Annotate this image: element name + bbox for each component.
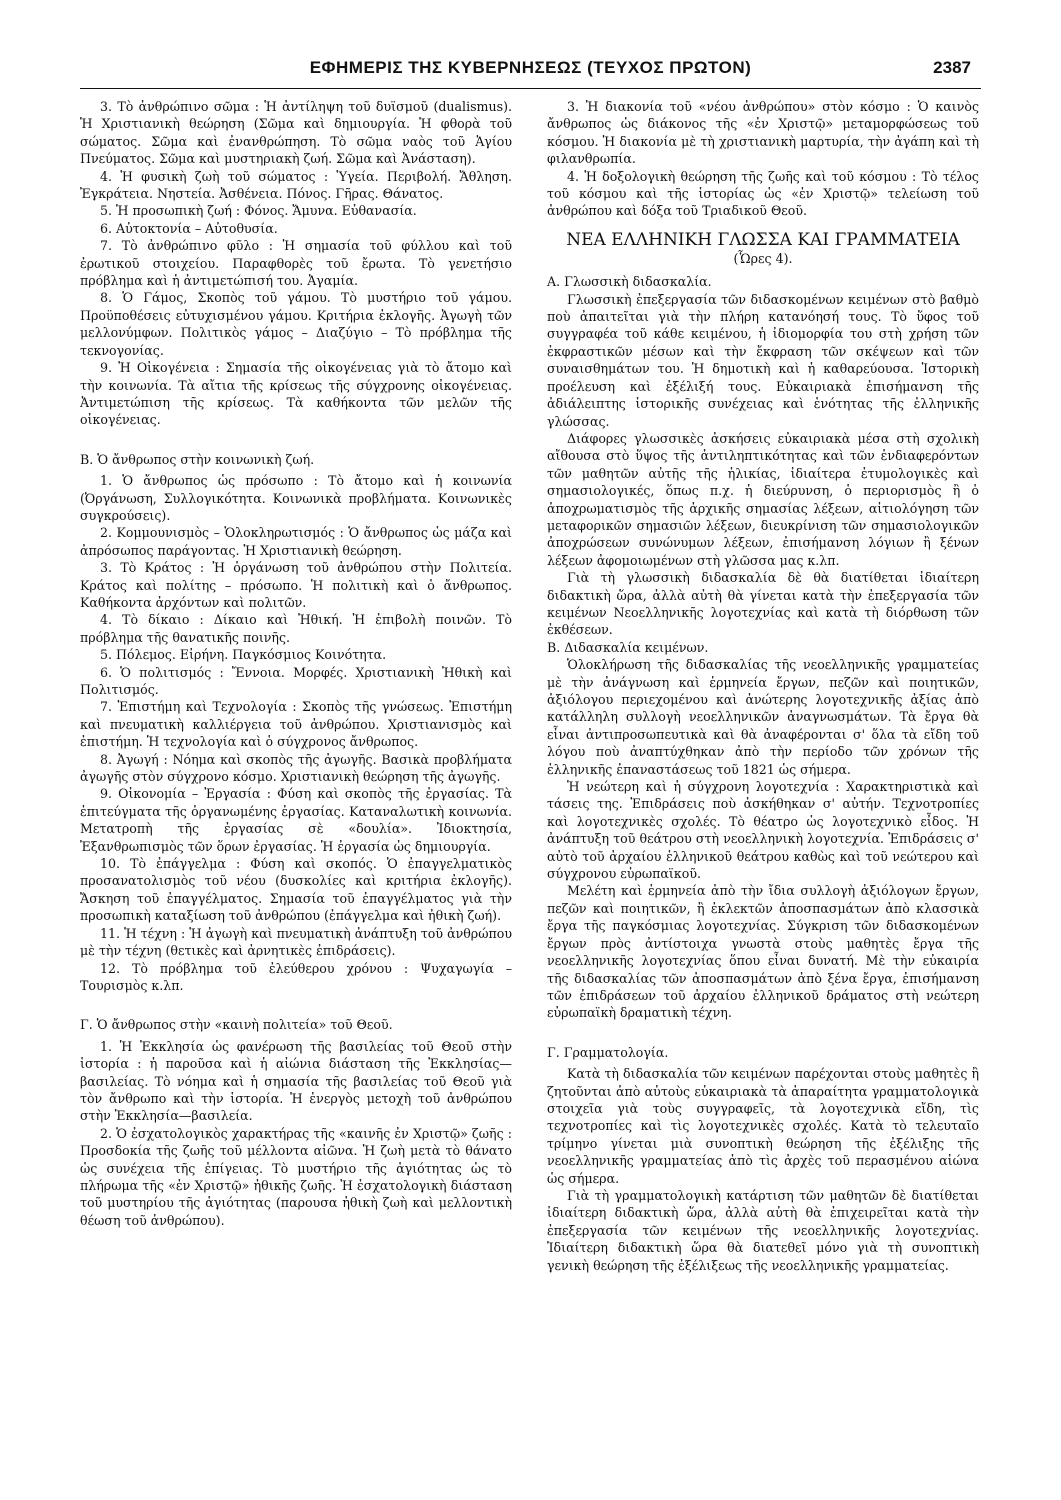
paragraph: Μελέτη καὶ ἑρμηνεία ἀπὸ τὴν ἴδια συλλογὴ ἀξιόλογων ἔργων, πεζῶν καὶ ποιητικῶν, ἢ ἐκλεκτῶν ἀποσπασμάτων ἀπὸ κλασσικὰ ἔργα τῆς παγκόσμιας λογοτεχνίας. Σύγκριση τῶν διδασκομένων ἔργων πρὸς ἀντίστοιχα γνωστὰ στοὺς μαθητὲς ἔργα τῆς νεοελληνικῆς λογοτεχνίας ὅπου εἶναι δυνατή. Μὲ τὴν εὐκαιρία τῆς διδασκαλίας τῶν ἀποσπασμάτων ἀπὸ ξένα ἔργα, ἐπισήμανση τῶν ἐπιδράσεων τοῦ ἀρχαίου ἑλληνικοῦ δράματος στὴ νεώτερη εὐρωπαϊκὴ δραματικὴ τέχνη. [547,883,979,1021]
section-heading-b: Β. Ὁ ἄνθρωπος στὴν κοινωνικὴ ζωή. [80,451,315,467]
page-number: 2387 [933,58,971,77]
paragraph: Γιὰ τὴ γραμματολογικὴ κατάρτιση τῶν μαθητῶν δὲ διατίθεται ἰδιαίτερη διδακτικὴ ὥρα, ἀλλὰ αὐτὴ θὰ ἐπιχειρεῖται κατὰ τὴν ἐπεξεργασία τῶν κειμένων τῆς νεοελληνικῆς λογοτεχνίας. Ἰδιαίτερη διδακτικὴ ὥρα θὰ διατεθεῖ μόνο γιὰ τὴ συνοπτικὴ γενικὴ θεώρηση τῆς ἐξέλιξεως τῆς νεοελληνικῆς γραμματείας. [547,1187,979,1273]
list-item: 8. Ὁ Γάμος, Σκοπὸς τοῦ γάμου. Τὸ μυστήριο τοῦ γάμου. Προϋποθέσεις εὐτυχισμένου γάμου. Κριτήρια ἐκλογῆς. Ἀγωγὴ τῶν μελλονύμφων. Πολιτικὸς γάμος – Διαζύγιο – Τὸ πρόβλημα τῆς τεκνογονίας. [80,290,512,358]
gazette-title: ΕΦΗΜΕΡΙΣ ΤΗΣ ΚΥΒΕΡΝΗΣΕΩΣ (ΤΕΥΧΟΣ ΠΡΩΤΟΝ) [309,58,752,77]
page-header [80,58,981,86]
section-heading-b: Β. Διδασκαλία κειμένων. [547,639,709,655]
paragraph: Ἡ νεώτερη καὶ ἡ σύγχρονη λογοτεχνία : Χαρακτηριστικὰ καὶ τάσεις της. Ἐπιδράσεις ποὺ ἀσκήθηκαν σ' αὐτήν. Τεχνοτροπίες καὶ λογοτεχνικὲς σχολές. Τὸ θέατρο ὡς λογοτεχνικὸ εἶδος. Ἡ ἀνάπτυξη τοῦ θεάτρου στὴ νεοελληνικὴ λογοτεχνία. Ἐπιδράσεις σ' αὐτὸ τοῦ ἀρχαίου ἑλληνικοῦ θεάτρου καθὼς καὶ τοῦ νεώτερου καὶ σύγχρονου εὐρωπαϊκοῦ. [547,779,979,882]
list-item: 2. Κομμουνισμὸς – Ὁλοκληρωτισμός : Ὁ ἄνθρωπος ὡς μάζα καὶ ἀπρόσωπος παράγοντας. Ἡ Χριστιανικὴ θεώρηση. [80,525,512,558]
list-item: 7. Ἐπιστήμη καὶ Τεχνολογία : Σκοπὸς τῆς γνώσεως. Ἐπιστήμη καὶ πνευματικὴ καλλιέργεια τοῦ ἀνθρώπου. Χριστιανισμὸς καὶ ἐπιστήμη. Ἡ τεχνολογία καὶ ὁ σύγχρονος ἄνθρωπος. [80,699,512,750]
list-item: 4. Ἡ δοξολογικὴ θεώρηση τῆς ζωῆς καὶ τοῦ κόσμου : Τὸ τέλος τοῦ κόσμου καὶ τῆς ἱστορίας ὡς «ἐν Χριστῷ» τελείωση τοῦ ἀνθρώπου καὶ δόξα τοῦ Τριαδικοῦ Θεοῦ. [547,168,979,219]
list-item: 2. Ὁ ἐσχατολογικὸς χαρακτήρας τῆς «καινῆς ἐν Χριστῷ» ζωῆς : Προσδοκία τῆς ζωῆς τοῦ μέλλοντα αἰῶνα. Ἡ ζωὴ μετὰ τὸ θάνατο ὡς συνέχεια τῆς ἐπίγειας. Τὸ μυστήριο τῆς ἁγιότητας ὡς τὸ πλήρωμα τῆς «ἐν Χριστῷ» ἠθικῆς ζωῆς. Ἡ ἐσχατολογικὴ διάσταση τοῦ μυστηρίου τῆς ἁγιότητας (παρουσα ἠθικὴ ζωὴ καὶ μελλοντικὴ θέωση τοῦ ἀνθρώπου). [80,1125,512,1228]
paragraph: Γλωσσικὴ ἐπεξεργασία τῶν διδασκομένων κειμένων στὸ βαθμὸ ποὺ ἀπαιτεῖται γιὰ τὴν πλήρη κατανόησή τους. Τὸ ὕφος τοῦ συγγραφέα τοῦ κάθε κειμένου, ἡ ἰδιομορφία του στὴ χρήση τῶν ἐκφραστικῶν μέσων καὶ τὴν ἔκφραση τῶν σκέψεων καὶ τῶν συναισθημάτων του. Ἡ δημοτικὴ καὶ ἡ καθαρεύουσα. Ἱστορικὴ προέλευση καὶ ἐξέλιξή τους. Εὐκαιριακὰ ἐπισήμανση τῆς ἀδιάλειπτης ἱστορικῆς συνέχειας καὶ ἑνότητας τῆς ἑλληνικῆς γλώσσας. [547,291,979,429]
list-item: 9. Ἡ Οἰκογένεια : Σημασία τῆς οἰκογένειας γιὰ τὸ ἄτομο καὶ τὴν κοινωνία. Τὰ αἴτια τῆς κρίσεως τῆς σύγχρονης οἰκογένειας. Ἀντιμετώπιση τῆς κρίσεως. Τὰ καθήκοντα τῶν μελῶν τῆς οἰκογένειας. [80,360,512,428]
list-item: 9. Οἰκονομία – Ἐργασία : Φύση καὶ σκοπὸς τῆς ἐργασίας. Τὰ ἐπιτεύγματα τῆς ὀργανωμένης ἐργασίας. Καταναλωτικὴ κοινωνία. Μετατροπὴ τῆς ἐργασίας σὲ «δουλία». Ἰδιοκτησία, Ἐξανθρωπισμὸς τῶν ὅρων ἐργασίας. Ἡ ἐργασία ὡς δημιουργία. [80,786,512,854]
section-heading-c: Γ. Ὁ ἄνθρωπος στὴν «καινὴ πολιτεία» τοῦ Θεοῦ. [80,1017,393,1033]
list-item: 7. Τὸ ἀνθρώπινο φῦλο : Ἡ σημασία τοῦ φύλλου καὶ τοῦ ἐρωτικοῦ στοιχείου. Παραφθορὲς τοῦ ἔρωτα. Τὸ γενετήσιο πρόβλημα καὶ ἡ ἀντιμετώπισή του. Ἀγαμία. [80,238,512,289]
section-heading-a: Α. Γλωσσικὴ διδασκαλία. [547,274,712,290]
list-item: 4. Τὸ δίκαιο : Δίκαιο καὶ Ἠθική. Ἡ ἐπιβολὴ ποινῶν. Τὸ πρόβλημα τῆς θανατικῆς ποινῆς. [80,612,512,645]
left-column [80,98,512,1229]
list-item: 6. Αὐτοκτονία – Αὐτοθυσία. [100,220,278,236]
header-rule [80,88,981,89]
list-item: 3. Τὸ ἀνθρώπινο σῶμα : Ἡ ἀντίληψη τοῦ δυϊσμοῦ (dualismus). Ἡ Χριστιανικὴ θεώρηση (Σῶμα καὶ δημιουργία. Ἡ φθορὰ τοῦ σώματος. Σῶμα καὶ ἐνανθρώπηση. Τὸ σῶμα ναὸς τοῦ Ἁγίου Πνεύματος. Σῶμα καὶ μυστηριακὴ ζωή. Σῶμα καὶ Ἀνάσταση). [80,99,512,167]
paragraph: Κατὰ τὴ διδασκαλία τῶν κειμένων παρέχονται στοὺς μαθητὲς ἢ ζητοῦνται ἀπὸ αὐτοὺς εὐκαιριακὰ τὰ ἀπαραίτητα γραμματολογικὰ στοιχεῖα γιὰ τοὺς συγγραφεῖς, τὰ λογοτεχνικὰ εἴδη, τὶς τεχνοτροπίες καὶ τὶς λογοτεχνικὲς σχολές. Κατὰ τὸ τελευταῖο τρίμηνο γίνεται μιὰ συνοπτικὴ θεώρηση τῆς ἐξέλιξης τῆς νεοελληνικῆς γραμματείας ἀπὸ τὶς ἀρχὲς τοῦ περασμένου αἰώνα ὡς σήμερα. [547,1066,979,1186]
paragraph: Γιὰ τὴ γλωσσικὴ διδασκαλία δὲ θὰ διατίθεται ἰδιαίτερη διδακτικὴ ὥρα, ἀλλὰ αὐτὴ θὰ γίνεται κατὰ τὴν ἐπεξεργασία τῶν κειμένων Νεοελληνικῆς λογοτεχνίας καὶ κατὰ τὴ διόρθωση τῶν ἐκθέσεων. [547,570,979,638]
list-item: 5. Ἡ προσωπικὴ ζωή : Φόνος. Ἄμυνα. Εὐθανασία. [100,203,417,219]
list-item: 3. Τὸ Κράτος : Ἡ ὀργάνωση τοῦ ἀνθρώπου στὴν Πολιτεία. Κράτος καὶ πολίτης – πρόσωπο. Ἡ πολιτικὴ καὶ ὁ ἄνθρωπος. Καθήκοντα ἀρχόντων καὶ πολιτῶν. [80,560,512,610]
paragraph: Ὁλοκλήρωση τῆς διδασκαλίας τῆς νεοελληνικῆς γραμματείας μὲ τὴν ἀνάγνωση καὶ ἑρμηνεία ἔργων, πεζῶν καὶ ποιητικῶν, ἀξιόλογου περιεχομένου καὶ ἀνώτερης λογοτεχνικῆς ἀξίας ἀπὸ κατάλληλη συλλογὴ νεοελληνικῶν ἀναγνωσμάτων. Τὰ ἔργα θὰ εἶναι ἀντιπροσωπευτικὰ καὶ θὰ ἀναφέρονται σ' ὅλα τὰ εἴδη τοῦ λόγου ποὺ ἀναπτύχθηκαν ἀπὸ τὴν περίοδο τῶν χρόνων τῆς ἑλληνικῆς ἐπαναστάσεως τοῦ 1821 ὡς σήμερα. [547,657,979,777]
subject-title: ΝΕΑ ΕΛΛΗΝΙΚΗ ΓΛΩΣΣΑ ΚΑΙ ΓΡΑΜΜΑΤΕΙΑ [566,229,960,250]
list-item: 5. Πόλεμος. Εἰρήνη. Παγκόσμιος Κοινότητα. [100,647,387,663]
right-column [547,98,979,1274]
subject-hours: (Ὧρες 4). [733,250,793,266]
section-heading-c: Γ. Γραμματολογία. [547,1044,669,1060]
list-item: 4. Ἡ φυσικὴ ζωὴ τοῦ σώματος : Ὑγεία. Περιβολή. Ἄθληση. Ἐγκράτεια. Νηστεία. Ἀσθένεια. Πόνος. Γῆρας. Θάνατος. [80,168,512,202]
list-item: 10. Τὸ ἐπάγγελμα : Φύση καὶ σκοπός. Ὁ ἐπαγγελματικὸς προσανατολισμὸς τοῦ νέου (δυσκολίες καὶ κριτήρια ἐκλογῆς). Ἄσκηση τοῦ ἐπαγγέλματος. Σημασία τοῦ ἐπαγγέλματος γιὰ τὴν προσωπικὴ καταξίωση τοῦ ἀνθρώπου (ἐπάγγελμα καὶ ἠθικὴ ζωή). [80,856,512,924]
list-item: 11. Ἡ τέχνη : Ἡ ἀγωγὴ καὶ πνευματικὴ ἀνάπτυξη τοῦ ἀνθρώπου μὲ τὴν τέχνη (θετικὲς καὶ ἀρνητικὲς ἐπιδράσεις). [80,925,512,959]
list-item: 3. Ἡ διακονία τοῦ «νέου ἀνθρώπου» στὸν κόσμο : Ὁ καινὸς ἄνθρωπος ὡς διάκονος τῆς «ἐν Χριστῷ» μεταμορφώσεως τοῦ κόσμου. Ἡ διακονία μὲ τὴ χριστιανικὴ μαρτυρία, τὴν ἀγάπη καὶ τὴ φιλανθρωπία. [547,99,979,167]
list-item: 8. Ἀγωγή : Νόημα καὶ σκοπὸς τῆς ἀγωγῆς. Βασικὰ προβλήματα ἀγωγῆς στὸν σύγχρονο κόσμο. Χριστιανικὴ θεώρηση τῆς ἀγωγῆς. [80,751,512,785]
list-item: 12. Τὸ πρόβλημα τοῦ ἐλεύθερου χρόνου : Ψυχαγωγία – Τουρισμὸς κ.λπ. [80,960,512,993]
paragraph: Διάφορες γλωσσικὲς ἀσκήσεις εὐκαιριακὰ μέσα στὴ σχολικὴ αἴθουσα στὸ ὕψος τῆς ἀντιληπτικότητας καὶ τῶν ἐνδιαφερόντων τῶν μαθητῶν αὐτῆς τῆς ἡλικίας, ἰδιαίτερα ἐτυμολογικὲς καὶ σημασιολογικές, ὅπως π.χ. ἡ διεύρυνση, ὁ περιορισμὸς ἢ ὁ ἀποχρωματισμὸς τῆς ἀρχικῆς σημασίας λέξεων, αἰτιολόγηση τῶν μεταφορικῶν σημασιῶν λέξεων, διευκρίνιση τῶν σημασιολογικῶν ἀποχρώσεων συνώνυμων λέξεων, ἐπισήμανση λόγιων ἢ ξένων λέξεων ἀφομοιωμένων στὴ γλῶσσα μας κ.λπ. [547,430,979,568]
list-item: 1. Ἡ Ἐκκλησία ὡς φανέρωση τῆς βασιλείας τοῦ Θεοῦ στὴν ἱστορία : ἡ παροῦσα καὶ ἡ αἰώνια διάσταση τῆς Ἐκκλησίας—βασιλείας. Τὸ νόημα καὶ ἡ σημασία τῆς βασιλείας τοῦ Θεοῦ γιὰ τὸν ἄνθρωπο καὶ τὴν ἱστορία. Ἡ ἐνεργὸς μετοχὴ τοῦ ἀνθρώπου στὴν Ἐκκλησία—βασιλεία. [80,1038,512,1124]
list-item: 6. Ὁ πολιτισμός : Ἔννοια. Μορφές. Χριστιανικὴ Ἠθικὴ καὶ Πολιτισμός. [80,664,512,697]
list-item: 1. Ὁ ἄνθρωπος ὡς πρόσωπο : Τὸ ἄτομο καὶ ἡ κοινωνία (Ὀργάνωση, Συλλογικότητα. Κοινωνικὰ προβλήματα. Κοινωνικὲς συγκρούσεις). [80,473,512,523]
